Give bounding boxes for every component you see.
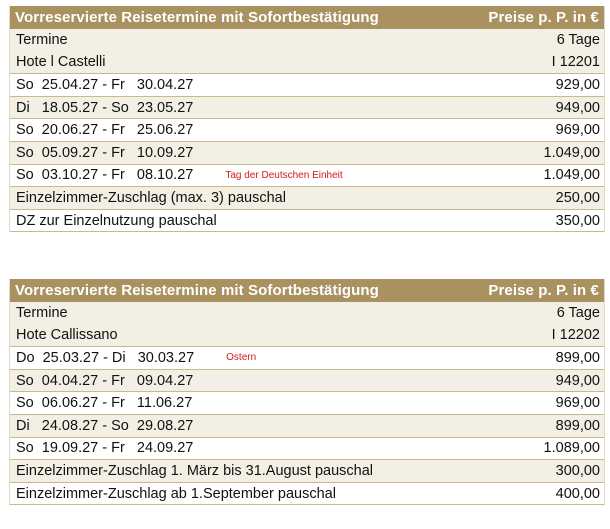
table-header-price-label: Preise p. P. in €: [488, 282, 599, 299]
hotel-name: Hote l Castelli: [16, 54, 106, 71]
surcharge-row: [10, 187, 604, 210]
date-range: So 06.06.27 - Fr 11.06.27: [16, 395, 193, 412]
date-range: So 04.04.27 - Fr 09.04.27: [16, 372, 194, 389]
date-row: [10, 347, 604, 370]
info-row-hotel: [10, 325, 604, 348]
date-row: [10, 119, 604, 142]
date-range: So 20.06.27 - Fr 25.06.27: [16, 122, 194, 139]
surcharge-label: Einzelzimmer-Zuschlag 1. März bis 31.August pauschal: [16, 462, 374, 479]
table-header-title: Vorreservierte Reisetermine mit Sofortbestätigung: [15, 9, 379, 26]
holiday-note: Tag der Deutschen Einheit: [225, 169, 343, 181]
date-range: So 03.10.27 - Fr 08.10.27: [16, 167, 194, 184]
date-range: So 25.04.27 - Fr 30.04.27: [16, 76, 194, 93]
price-value: 250,00: [555, 189, 600, 206]
price-value: 350,00: [555, 212, 600, 229]
date-row: [10, 415, 604, 438]
price-value: 1.089,00: [543, 440, 600, 457]
info-label: Termine: [16, 32, 68, 49]
date-row: [10, 74, 604, 97]
surcharge-label: DZ zur Einzelnutzung pauschal: [16, 212, 217, 229]
info-row-hotel: [10, 52, 604, 75]
date-range: Di 18.05.27 - So 23.05.27: [16, 99, 194, 116]
price-value: 969,00: [555, 395, 600, 412]
price-table-castelli: [9, 6, 605, 232]
info-value: 6 Tage: [556, 305, 600, 322]
surcharge-label: Einzelzimmer-Zuschlag ab 1.September pauschal: [16, 485, 336, 502]
table-header-title: Vorreservierte Reisetermine mit Sofortbestätigung: [15, 282, 379, 299]
price-value: 899,00: [555, 417, 600, 434]
price-value: 969,00: [555, 122, 600, 139]
price-value: 949,00: [555, 372, 600, 389]
price-value: 400,00: [555, 485, 600, 502]
table-header-price-label: Preise p. P. in €: [488, 9, 599, 26]
date-range: So 19.09.27 - Fr 24.09.27: [16, 440, 194, 457]
surcharge-label: Einzelzimmer-Zuschlag (max. 3) pauschal: [16, 189, 286, 206]
surcharge-row: [10, 210, 604, 233]
tour-code: I 12201: [551, 54, 600, 71]
holiday-note: Ostern: [226, 352, 257, 364]
date-row: [10, 438, 604, 461]
surcharge-row: [10, 460, 604, 483]
date-row: [10, 370, 604, 393]
tour-code: I 12202: [551, 327, 600, 344]
table-header: [10, 279, 604, 302]
price-table-callissano: [9, 279, 605, 505]
date-range: Do 25.03.27 - Di 30.03.27: [16, 349, 195, 366]
hotel-name: Hote Callissano: [16, 327, 118, 344]
price-value: 300,00: [555, 462, 600, 479]
date-row: [10, 392, 604, 415]
info-label: Termine: [16, 305, 68, 322]
price-value: 899,00: [555, 349, 600, 366]
price-value: 949,00: [555, 99, 600, 116]
price-value: 1.049,00: [543, 144, 600, 161]
date-range: Di 24.08.27 - So 29.08.27: [16, 417, 194, 434]
price-value: 1.049,00: [543, 167, 600, 184]
date-row: [10, 142, 604, 165]
date-row: [10, 97, 604, 120]
info-row-duration: [10, 29, 604, 52]
date-row: [10, 165, 604, 188]
info-value: 6 Tage: [556, 32, 600, 49]
price-value: 929,00: [555, 76, 600, 93]
info-row-duration: [10, 302, 604, 325]
table-header: [10, 6, 604, 29]
date-range: So 05.09.27 - Fr 10.09.27: [16, 144, 194, 161]
surcharge-row: [10, 483, 604, 506]
